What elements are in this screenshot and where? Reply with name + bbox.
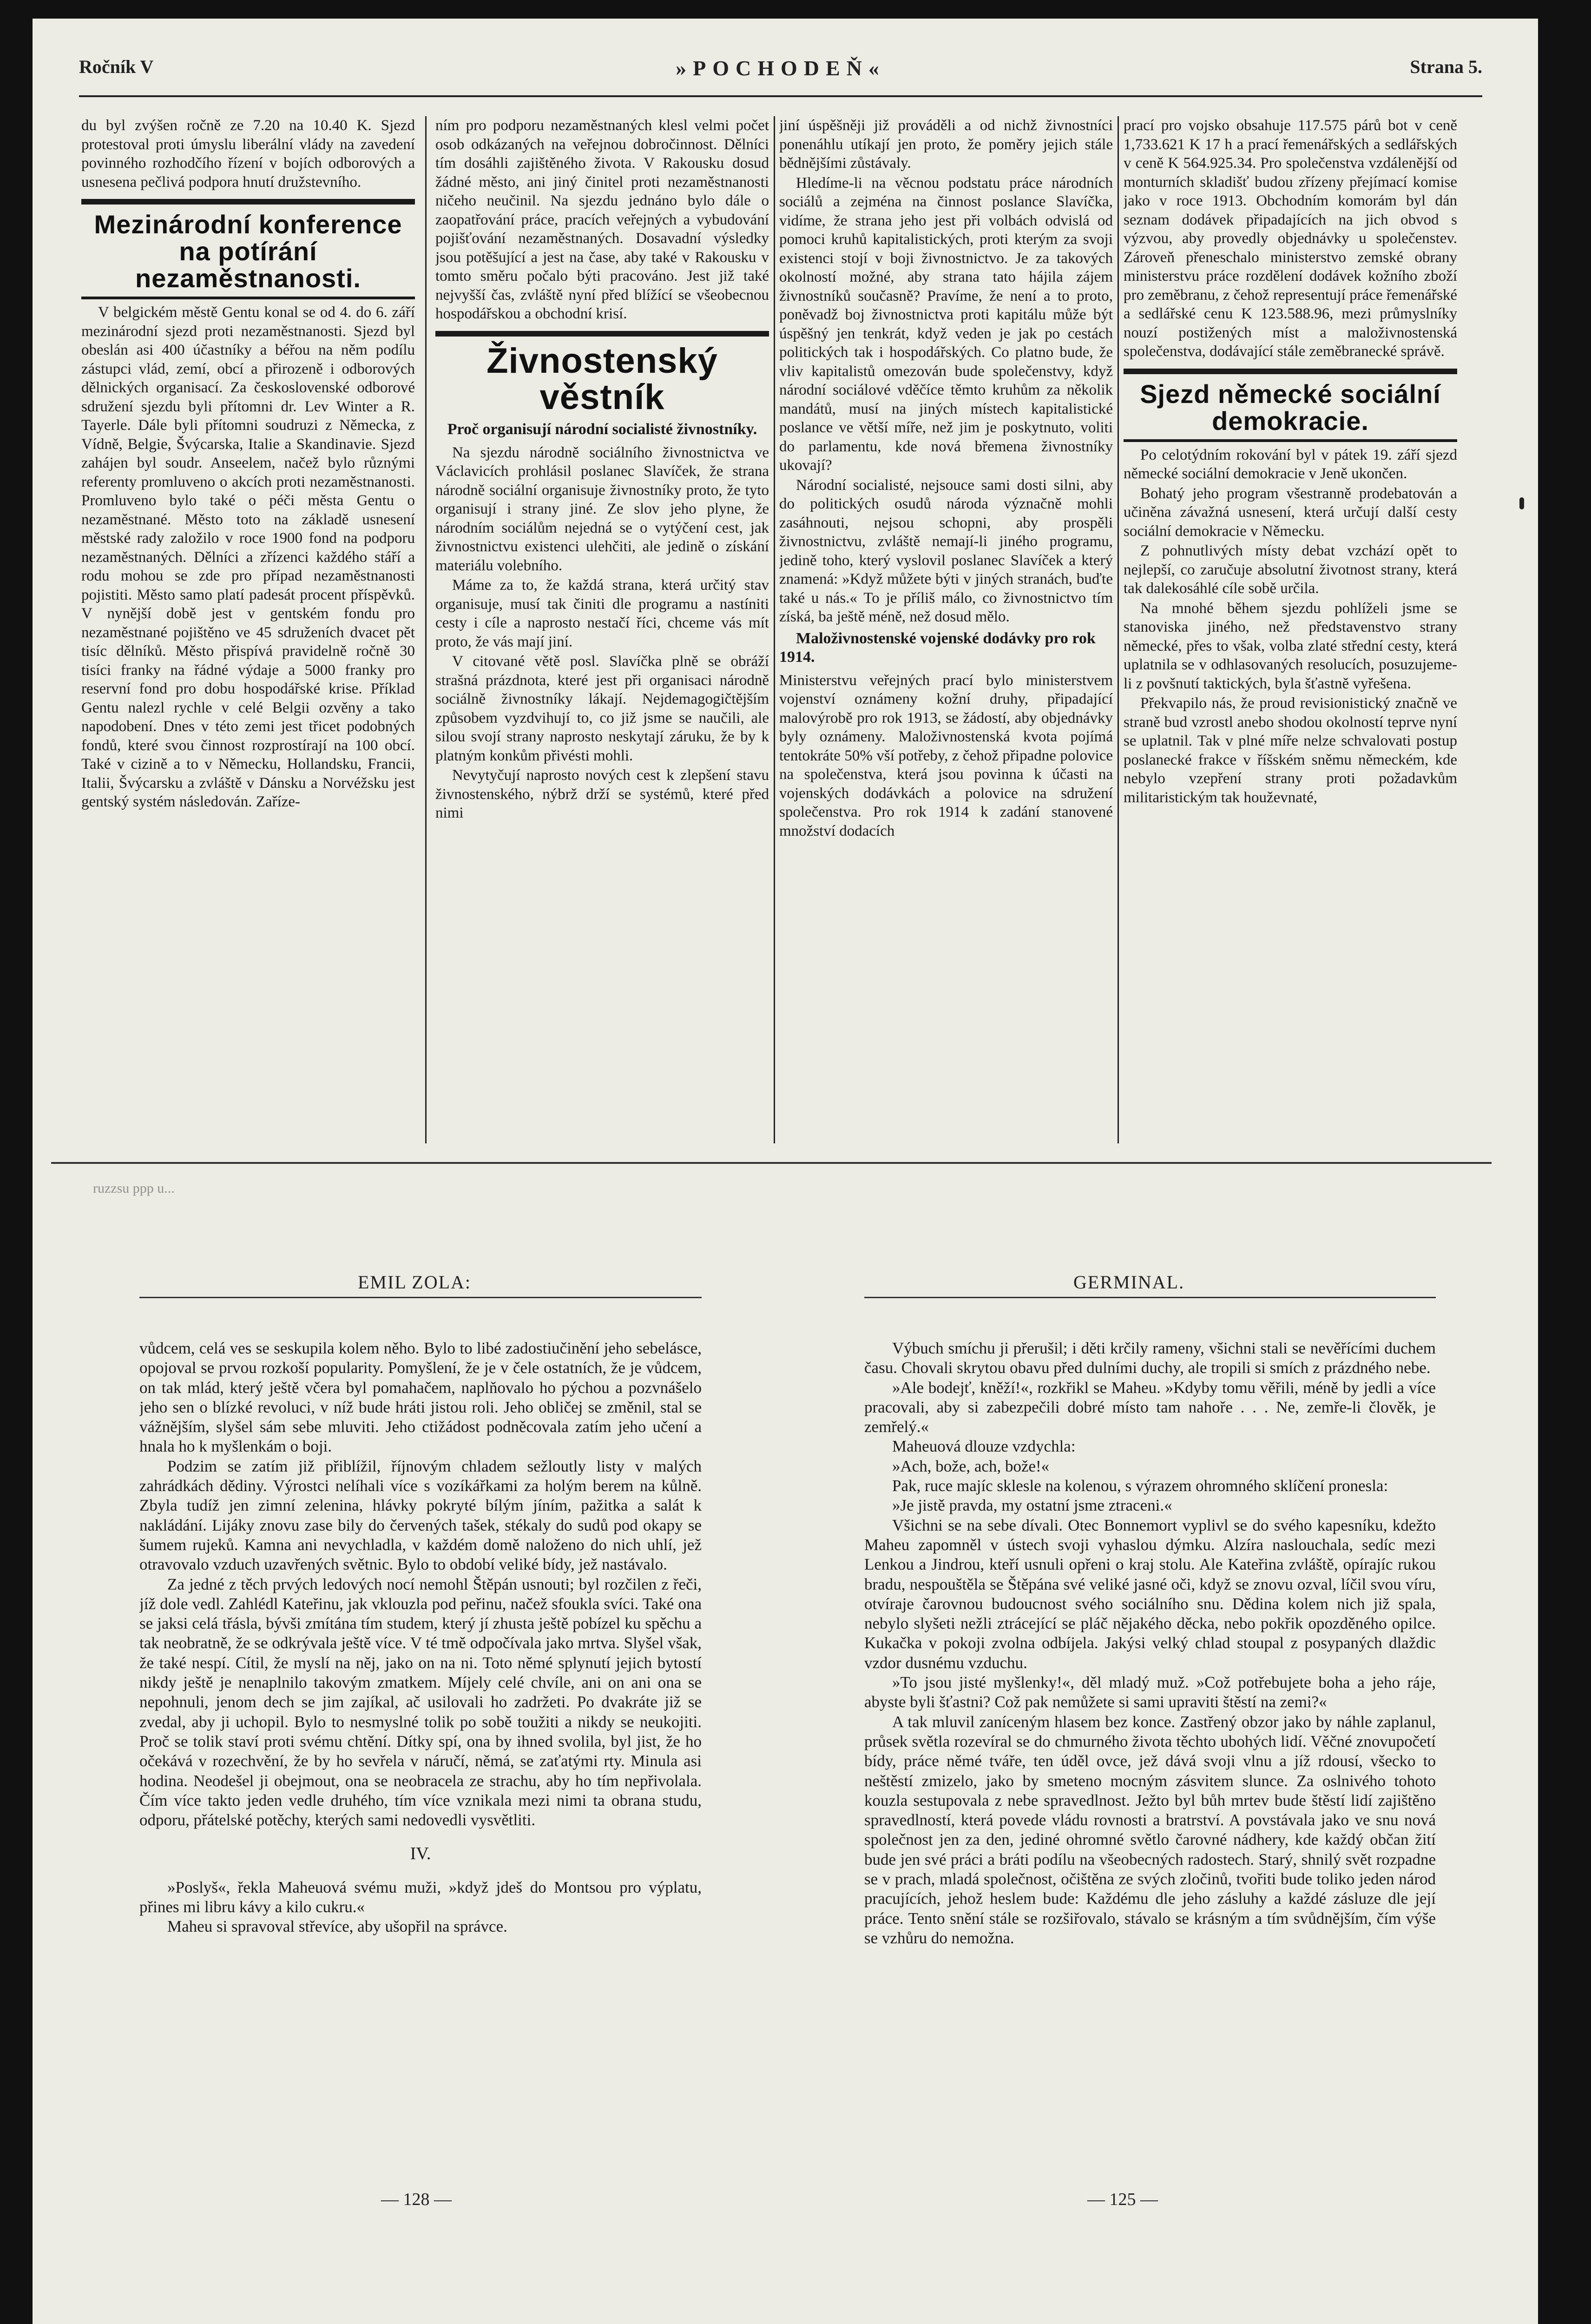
article-column-3 bbox=[779, 116, 1113, 1143]
article-text: jiní úspěšněji již prováděli a od nichž živnostníci ponenáhlu utíkají jen proto, že poměry jejich stále bědnějšími zůstávaly. bbox=[779, 117, 1113, 172]
serial-text: »Je jistě pravda, my ostatní jsme ztraceni.« bbox=[892, 1496, 1172, 1515]
serial-text: »Ale bodejť, kněží!«, rozkřikl se Maheu. »Kdyby tomu věřili, méně by jedli a více pracovali, aby si zabezpečili dobré místo tam nahoře . . . Ne, zemře-li člověk, je zemřelý.« bbox=[864, 1378, 1436, 1436]
serial-column-right bbox=[864, 1339, 1436, 2250]
article-text: Po celotýdním rokování byl v pátek 19. září sjezd německé sociální demokracie v Jeně ukončen. bbox=[1124, 446, 1457, 482]
article-text: V belgickém městě Gentu konal se od 4. do 6. září mezinárodní sjezd proti nezaměstnanosti. Sjezd byl obeslán asi 400 účastníky a béřou na něm podílu zástupci vlád, zemí, obcí a přirozeně i odborových dělnických organisací. Za československé odborové sdružení sjezdu byli přítomni dr. Lev Winter a R. Tayerle. Dále byli přítomni soudruzi z Německa, z Vídně, Belgie, Švýcarska, Italie a Skandinavie. Sjezd zahájen byl soudr. Anseelem, načež bylo různými referenty promluveno o akcích proti nezaměstnanosti. Promluveno bylo také o péči města Gentu o nezaměstnané. Město toto na základě usnesení městské rady založilo v roce 1900 fond na podporu nezaměstnaných. Dělníci a zřízenci každého stáří a rodu mohou se zde pro případ nezaměstnanosti pojistiti. Město samo platí padesát procent příspěvků. V nynější době jest v gentském fondu pro nezaměstnané pojištěno ve 45 sdruženích dvacet pět tisíc dělníků. Město přispívá pravidelně ročně 30 tisíci franky na řádné výdaje a 5000 franky pro reservní fond pro dobu hospodářské krise. Příklad Gentu nalezl rychle v celé Belgii ozvěny a tako napodobení. Dnes v této zemi jest třicet podobných fondů, které svou činnost rozprostírají na 100 obcí. Také v cizině a to v Německu, Hollandsku, Francii, Italii, Švýcarsku a zvláště v Dánsku a Norvéžsku jest gentský systém následován. Zaříze- bbox=[81, 304, 415, 810]
serial-page-number: — 128 — bbox=[381, 2190, 452, 2209]
subheadline: Proč organisují národní socialisté živnostníky. bbox=[447, 420, 757, 438]
headline-conference: Mezinárodní konference na potírání nezaměstnanosti. bbox=[94, 210, 402, 293]
serial-text: »Poslyš«, řekla Maheuová svému muži, »když jdeš do Montsou pro výplatu, přines mi libru kávy a kilo cukru.« bbox=[139, 1878, 702, 1916]
serial-text: Všichni se na sebe dívali. Otec Bonnemort vyplivl se do svého kapesníku, kdežto Maheu zapomněl v ústech svoji vyhaslou dýmku. Alzíra naslouchala, sedíc mezi Lenkou a Jindrou, kteří usnuli opřeni o kraj stolu. Ale Kateřina zvláště, opírajíc rukou bradu, nespouštěla se Štěpána své veliké jasné oči, když se znovu ozval, líčil svou víru, otvíraje čarovnou budoucnost svého sociálního snu. Dědina kolem nich již spala, nebylo slyšeti nežli ztrácející se pláč nějakého děcka, nebo pokřik opozděného opilce. Kukačka v pokoji zvolna odbíjela. Jakýsi velký chlad stoupal z posypaných dlaždic vzdor dusnému vzduchu. bbox=[864, 1516, 1436, 1672]
article-text: prací pro vojsko obsahuje 117.575 párů bot v ceně 1,733.621 K 17 h a prací řemenářských a sedlářských v ceně K 564.925.34. Pro společenstva vzdálenější od monturních skladišť budou zřízeny přejímací komise jako v roce 1913. Obchodním komorám byl dán seznam dodávek připadajících na jich obvod s výzvou, aby provedly objednávky u společenstev. Zároveň přeneschalo ministerstvo zemské obrany ministerstvu práce rozdělení dodávek kožního zboží pro zeměbranu, z čehož representují práce řemenářské a sedlářské cenu K 123.588.96, mezi průmyslníky nouzí postižených míst a maloživnostenská společenstva, dodávající stále zeměbranecké správě. bbox=[1124, 117, 1457, 360]
serial-column-left bbox=[139, 1339, 702, 2250]
article-text: Překvapilo nás, že proud revisionistický značně ve straně bud vzrostl anebo shodou okolností teprve nyní se uplatnil. Tak v plné míře nelze schvalovati postup poslanecké frakce v říšském sněmu německém, kde nebylo vzepření strany proti požadavkům militaristickým tak houževnaté, bbox=[1124, 695, 1457, 806]
article-text: Hledíme-li na věcnou podstatu práce národních sociálů a zejména na činnost poslance Slavíčka, vidíme, že strana jeho jest při volbách odvislá od pomoci kruhů kapitalistických, proti kterým za svoji existenci stojí v boji živnostnictvo. Je za takových okolností možné, aby strana tato hájila zájem živnostníků současně? Pravíme, že není a to proto, poněvadž boj živnostnictva proti kapitálu může být úspěšný jen tenkrát, když veden je jak po cestách politických tak i hospodářských. Co platno bude, že vliv kapitalistů omezován bude společenstvy, když národní sociálové vděčíce těmto kruhům za několik mandátů, musí na jiných místech kapitalistické poslance ve větší míře, než jim je poskytnuto, voliti do parlamentu, kde nová břemena živnostníky ukovají? bbox=[779, 174, 1113, 474]
article-text: Na mnohé během sjezdu pohlíželi jsme se stanoviska jiného, než představenstvo strany německé, přes to však, volba zlaté střední cesty, která uplatnila se v odhlasovaných resolucích, posuzujeme-li z povšnutí taktických, byla šťastně vyřešena. bbox=[1124, 600, 1457, 692]
fold-separator bbox=[51, 1162, 1492, 1164]
serial-rule bbox=[864, 1297, 1436, 1298]
serial-text: A tak mluvil zaníceným hlasem bez konce. Zastřený obzor jako by náhle zaplanul, průsek světla rozevíral se do chmurného života těchto ubohých lidí. Věčné znovupočetí bídy, práce němé tváře, ten úděl ovce, jež dává svoji vlnu a jíž rdousí, všecko to neštěstí zmizelo, jako by smeteno mocným zásvitem slunce. Za oslnivého tohoto kouzla sestupovala z nebe spravedlnost. Ježto byl bůh mrtev bude štěstí lidí zajištěno spravedlností, která povede vládu rovnosti a bratrství. A povstávala jako ve snu nová společnost jen za den, jediné ohromné světlo čarovné nádhery, kde každý občan žití bude jen své práci a bráti podílu na všeobecných radostech. Starý, shnilý svět rozpadne se v prach, mladá společnost, očištěna ze svých zločinů, tvořiti bude toliko jeden národ pracujících, jehož heslem bude: Každému dle jeho zásluhy a každé zásluze dle její práce. Tento snění stále se rozšiřovalo, stávalo se krásným a tím svůdnějším, čím výše se vzhůru do nemožna. bbox=[864, 1712, 1436, 1947]
headline-social-democracy: Sjezd německé sociální demokracie. bbox=[1140, 379, 1441, 436]
article-column-1 bbox=[81, 116, 415, 1143]
section-bar bbox=[435, 331, 769, 337]
article-text: Na sjezdu národně sociálního živnostnictva ve Václavicích prohlásil poslanec Slavíček, že strana národně sociální organisuje živnostníky proto, že tyto organisují i strany jiné. Ze slov jeho plyne, že národním sociálům nejedná se o vytýčení cest, jak živnostnictvu existenci ulehčiti, ale jedině o získání materiálu volebního. bbox=[435, 444, 769, 574]
chapter-number: IV. bbox=[410, 1844, 431, 1864]
headline-trade-bulletin: Živnostenský věstník bbox=[487, 341, 718, 417]
article-text: Národní socialisté, nejsouce sami dosti silni, aby do politických osudů národa význačně mohli zasáhnouti, nejsou schopni, aby prospěli živnostnictvu, zvláště nemají-li jiného programu, jedině toho, který vyslovil poslanec Slavíček a který znamená: »Když můžete býti v jiných stranách, buďte také u nás.« To je příliš málo, co živnostnictvo tím získá, ba ještě méně, než dosud mělo. bbox=[779, 476, 1113, 625]
serial-text: Pak, ruce majíc sklesle na kolenou, s výrazem ohromného sklíčení pronesla: bbox=[892, 1477, 1388, 1495]
article-text: Nevytyčují naprosto nových cest k zlepšení stavu živnostenského, nýbrž drží se systémů, které před nimi bbox=[435, 767, 769, 821]
serial-text: Maheuová dlouze vzdychla: bbox=[892, 1437, 1076, 1456]
ink-blot bbox=[1519, 497, 1524, 509]
serial-page-number: — 125 — bbox=[1087, 2190, 1158, 2209]
masthead-title: »POCHODEŇ« bbox=[676, 56, 886, 80]
article-text: V citované větě posl. Slavíčka plně se obráží strašná prázdnota, které jest při organisaci národně sociálně živnostníky lákají. Nejdemagogičtějším způsobem vyzdvihují to, co již jsme se naučili, ale silou svojí strany naprosto neskytají záruku, že by k platným konkům přivésti mohli. bbox=[435, 653, 769, 764]
article-text: Ministerstvu veřejných prací bylo ministerstvem vojenství oznámeny kožní druhy, připadající malovýrobě pro rok 1913, se žádostí, aby objednávky byly oznámeny. Maloživnostenská kvota pojímá tentokráte 50% vší potřeby, z čehož připadne polovice na společenstva, která jsou povinna k účasti na vojenských dodávkách a polovice na sdružení společenstva. Pro rok 1914 k zadání stanovené množství dodacích bbox=[779, 672, 1113, 839]
section-bar bbox=[81, 297, 415, 299]
serial-text: »Ach, bože, ach, bože!« bbox=[892, 1457, 1050, 1475]
volume-label: Ročník V bbox=[79, 56, 154, 77]
serial-text: Podzim se zatím již přiblížil, říjnovým chladem sežloutly listy v malých zahrádkách dědiny. Výrostci nelíhali více s vozíkářkami za holým berem na kůlně. Zbyla tudíž jen zimní zelenina, hlávky pokryté bílým jíním, pažitka a salát k nakládání. Lijáky znovu zase bily do červených tašek, stékaly do sudů pod okapy se šumem rujeků. Kamna ani nevychladla, v každém domě naloženo do nich uhlí, jež otravovalo vzduch uzavřených světnic. Bylo to období veliké bídy, jež nastávalo. bbox=[139, 1457, 702, 1574]
page-label: Strana 5. bbox=[1410, 56, 1482, 77]
section-bar bbox=[1124, 369, 1457, 374]
serial-text: Za jedné z těch prvých ledových nocí nemohl Štěpán usnouti; byl rozčilen z řeči, jíž dole vedl. Zahlédl Kateřinu, jak vklouzla pod peřinu, načež sfoukla svíci. Také ona se jaksi celá třásla, bývši zmítána tím studem, který jí zhusta ještě pobízel ku spěchu a tak neobratně, že se odkrývala ještě více. V té tmě odpočívala jako mrtva. Slyšel však, že také nespí. Cítil, že myslí na něj, jako on na ni. Toto němé splynutí jejich bytostí nikdy ještě je nenaplnilo takovým zmatkem. Míjely celé chvíle, ani on ani ona se nepohnuli, jenom dech se jim zajíkal, ač usilovali ho zadržeti. Po dvakráte již se zvedal, aby ji uchopil. Bylo to nesmyslné tolik po sobě toužiti a nikdy se neukojiti. Proč se tolik staví proti svému chtění. Dítky spí, ona by ihned svolila, byl jist, že ho očekává v rozechvění, že by ho sevřela v náručí, němá, se zaťatými rty. Minula asi hodina. Neodešel ji obejmout, ona se neobracela ze strachu, aby ho tím nepřivolala. Čím více takto jeden vedle druhého, tím více vznikala mezi nimi ta obrana studu, odporu, přátelské potěchy, kterých sami nedovedli vysvětliti. bbox=[139, 1575, 702, 1829]
column-divider bbox=[425, 116, 427, 1143]
article-text: ním pro podporu nezaměstnaných klesl velmi počet osob odkázaných na veřejnou dobročinnost. Dělníci tím dosáhli zajištěného života. V Rakousku dosud žádné město, ani jiný činitel proti nezaměstnanosti ničeho neučinil. Na sjezdu jednáno bylo dále o zaopatřování práce, pracích veřejných a vybudování pojišťování nezaměstnaných. Dosavadní výsledky jsou potěšující a jest na čase, aby také v Rakousku v tomto směru počalo býti pracováno. Jest již také nejvyšší čas, zvláště nyní před blížící se všeobecnou hospodářskou a obchodní krisí. bbox=[435, 117, 769, 322]
article-column-4 bbox=[1124, 116, 1457, 1143]
article-text: du byl zvýšen ročně ze 7.20 na 10.40 K. Sjezd protestoval proti úmyslu liberální vlády na zavedení povinného rozhodčího řízení v bojích odborových a usnesena pečlivá podpora hnutí družstevního. bbox=[81, 117, 415, 191]
article-column-2 bbox=[435, 116, 769, 1143]
section-bar bbox=[1124, 439, 1457, 442]
serial-text: vůdcem, celá ves se seskupila kolem něho. Bylo to libé zadostiučinění jeho sebelásce, opojoval se prvou rozkoší popularity. Pomyšlení, že je v čele ostatních, že je vůdcem, on tak mlád, který ještě včera byl pomahačem, naplňovalo ho pýchou a pozvnášelo jeho sen o blízké revoluci, v níž bude hráti jistou roli. Jeho obličej se změnil, stal se vážnějším, slyšel sám sebe mluviti. Jeho ctižádost podněcovala zatím jeho učení a hnala ho k myšlenkám o boji. bbox=[139, 1339, 702, 1456]
serial-text: Maheu si spravoval střevíce, aby ušopřil na správce. bbox=[167, 1917, 507, 1936]
column-divider bbox=[774, 116, 775, 1143]
bleed-through-text: ruzzsu ppp u... bbox=[93, 1181, 175, 1196]
serial-title: GERMINAL. bbox=[1073, 1272, 1185, 1293]
header-rule bbox=[79, 95, 1482, 97]
column-divider bbox=[1118, 116, 1119, 1143]
serial-rule bbox=[139, 1297, 702, 1298]
serial-text: Výbuch smíchu ji přerušil; i děti krčily rameny, všichni stali se nevěřícími duchem času. Chovali skrytou obavu před dulními duchy, ale tropili si smích z prázdného nebe. bbox=[864, 1339, 1436, 1377]
article-text: Máme za to, že každá strana, která určitý stav organisuje, musí tak činiti dle programu a nastíniti cesty i cíle a naprosto nestačí říci, chceme vás mít proto, že vás mají jiní. bbox=[435, 577, 769, 650]
subheadline: Maloživnostenské vojenské dodávky pro rok 1914. bbox=[779, 629, 1096, 666]
serial-author: EMIL ZOLA: bbox=[358, 1272, 472, 1293]
serial-text: »To jsou jisté myšlenky!«, děl mladý muž. »Což potřebujete boha a jeho ráje, abyste byli šťastni? Což pak nemůžete si sami upraviti štěstí na zemi?« bbox=[864, 1673, 1436, 1711]
section-bar bbox=[81, 199, 415, 205]
article-text: Bohatý jeho program všestranně prodebatován a učiněna závažná usnesení, která určují další cesty sociální demokracie v Německu. bbox=[1124, 485, 1457, 540]
page-header bbox=[79, 56, 1482, 88]
article-text: Z pohnutlivých místy debat vzchází opět to nejlepší, co zaručuje absolutní životnost strany, která tak dalekosáhlé cíle sobě určila. bbox=[1124, 542, 1457, 597]
